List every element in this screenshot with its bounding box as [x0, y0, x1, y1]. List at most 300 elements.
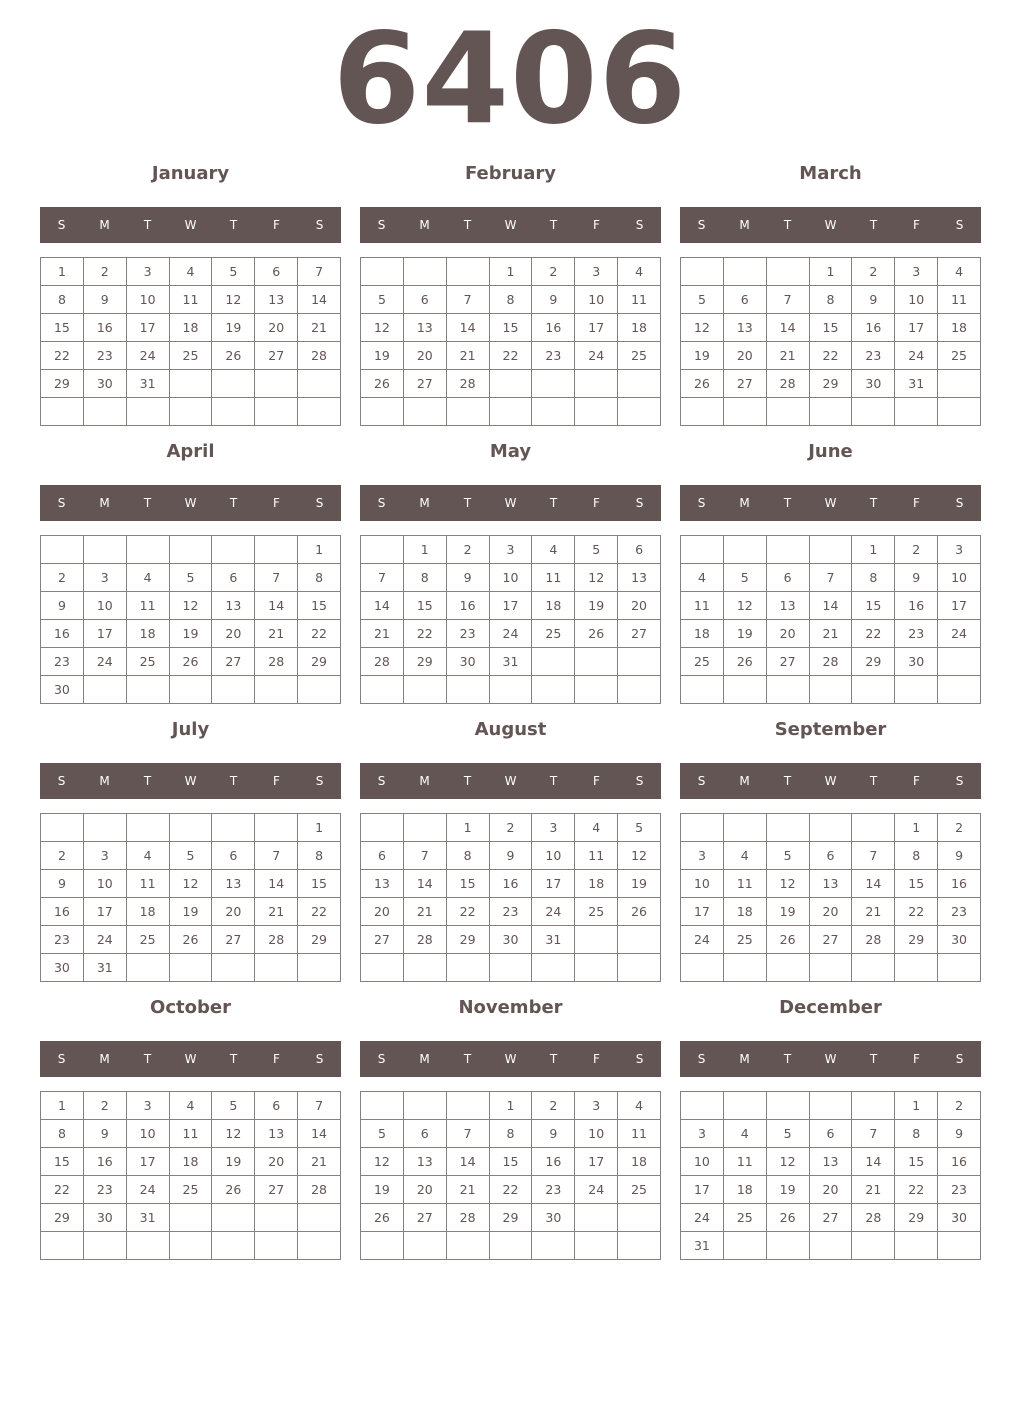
day-cell: 14 — [298, 1120, 341, 1148]
day-cell: 31 — [681, 1232, 724, 1260]
empty-cell — [938, 398, 981, 426]
day-cell: 13 — [404, 1148, 447, 1176]
weekday-label: W — [504, 774, 517, 788]
day-cell: 28 — [298, 342, 341, 370]
day-cell: 2 — [447, 536, 490, 564]
day-cell: 21 — [255, 898, 298, 926]
day-cell: 12 — [724, 592, 767, 620]
month-name: February — [464, 163, 557, 184]
day-cell: 24 — [84, 648, 127, 676]
empty-cell — [767, 954, 810, 982]
day-cell: 26 — [361, 370, 404, 398]
day-cell: 4 — [127, 564, 170, 592]
day-cell: 1 — [404, 536, 447, 564]
weekday-label: W — [184, 1052, 197, 1066]
day-cell: 8 — [895, 1120, 938, 1148]
weekday-label: M — [419, 1052, 430, 1066]
empty-cell — [532, 676, 575, 704]
empty-cell — [170, 536, 213, 564]
empty-cell — [41, 814, 84, 842]
day-cell: 17 — [532, 870, 575, 898]
day-cell: 11 — [127, 592, 170, 620]
day-cell: 24 — [681, 926, 724, 954]
weekday-label: T — [783, 1052, 792, 1066]
weekday-label: S — [697, 218, 706, 232]
day-cell: 25 — [618, 1176, 661, 1204]
day-cell: 5 — [170, 842, 213, 870]
weekday-label: S — [377, 218, 386, 232]
day-cell: 22 — [490, 1176, 533, 1204]
empty-cell — [84, 536, 127, 564]
empty-cell — [938, 676, 981, 704]
day-cell: 27 — [404, 370, 447, 398]
day-cell: 3 — [490, 536, 533, 564]
weekday-label: F — [273, 774, 280, 788]
empty-cell — [170, 1204, 213, 1232]
empty-cell — [852, 954, 895, 982]
empty-cell — [84, 398, 127, 426]
day-cell: 2 — [41, 842, 84, 870]
day-cell: 8 — [298, 564, 341, 592]
day-cell: 9 — [895, 564, 938, 592]
empty-cell — [575, 1232, 618, 1260]
day-cell: 28 — [255, 926, 298, 954]
weekday-label: T — [463, 774, 472, 788]
day-cell: 12 — [170, 592, 213, 620]
day-cell: 18 — [724, 1176, 767, 1204]
day-cell: 18 — [170, 1148, 213, 1176]
day-cell: 19 — [618, 870, 661, 898]
day-cell: 9 — [852, 286, 895, 314]
day-cell: 9 — [84, 286, 127, 314]
day-cell: 30 — [41, 676, 84, 704]
day-cell: 4 — [575, 814, 618, 842]
empty-cell — [575, 926, 618, 954]
day-cell: 10 — [127, 286, 170, 314]
weekday-label: S — [315, 774, 324, 788]
day-cell: 9 — [41, 870, 84, 898]
day-cell: 6 — [212, 842, 255, 870]
day-cell: 13 — [361, 870, 404, 898]
day-cell: 27 — [212, 648, 255, 676]
day-cell: 6 — [255, 258, 298, 286]
day-cell: 16 — [41, 898, 84, 926]
day-cell: 23 — [490, 898, 533, 926]
day-cell: 29 — [490, 1204, 533, 1232]
day-cell: 7 — [767, 286, 810, 314]
day-cell: 28 — [810, 648, 853, 676]
weekday-label: S — [57, 218, 66, 232]
day-cell: 12 — [575, 564, 618, 592]
weekday-label: M — [739, 1052, 750, 1066]
day-cell: 1 — [490, 1092, 533, 1120]
day-cell: 10 — [681, 1148, 724, 1176]
day-cell: 27 — [404, 1204, 447, 1232]
empty-cell — [298, 1232, 341, 1260]
weekday-label: T — [783, 774, 792, 788]
weekday-header — [40, 763, 341, 799]
day-cell: 17 — [681, 898, 724, 926]
day-cell: 15 — [41, 314, 84, 342]
day-cell: 26 — [170, 648, 213, 676]
day-cell: 28 — [852, 926, 895, 954]
month-name: August — [474, 719, 547, 740]
weekday-label: W — [824, 496, 837, 510]
empty-cell — [361, 398, 404, 426]
day-cell: 16 — [938, 1148, 981, 1176]
empty-cell — [852, 398, 895, 426]
day-cell: 19 — [212, 1148, 255, 1176]
day-cell: 8 — [447, 842, 490, 870]
day-cell: 18 — [724, 898, 767, 926]
weekday-label: T — [463, 1052, 472, 1066]
empty-cell — [255, 676, 298, 704]
weekday-label: S — [57, 1052, 66, 1066]
day-cell: 25 — [127, 648, 170, 676]
day-cell: 3 — [84, 564, 127, 592]
day-cell: 10 — [938, 564, 981, 592]
empty-cell — [127, 1232, 170, 1260]
day-cell: 11 — [170, 1120, 213, 1148]
day-cell: 3 — [84, 842, 127, 870]
empty-cell — [810, 398, 853, 426]
empty-cell — [767, 676, 810, 704]
day-cell: 19 — [170, 898, 213, 926]
weekday-label: S — [697, 1052, 706, 1066]
day-cell: 8 — [895, 842, 938, 870]
day-cell: 7 — [447, 1120, 490, 1148]
day-cell: 5 — [767, 842, 810, 870]
day-cell: 18 — [938, 314, 981, 342]
month-name: November — [458, 997, 563, 1018]
day-cell: 16 — [41, 620, 84, 648]
day-cell: 20 — [404, 342, 447, 370]
weekday-label: T — [143, 496, 152, 510]
empty-cell — [255, 1204, 298, 1232]
day-cell: 27 — [255, 342, 298, 370]
empty-cell — [404, 398, 447, 426]
empty-cell — [767, 1092, 810, 1120]
day-cell: 23 — [41, 926, 84, 954]
month-name: September — [774, 719, 887, 740]
empty-cell — [724, 536, 767, 564]
day-cell: 4 — [681, 564, 724, 592]
day-cell: 25 — [938, 342, 981, 370]
day-cell: 14 — [298, 286, 341, 314]
weekday-label: M — [419, 218, 430, 232]
day-cell: 26 — [212, 1176, 255, 1204]
empty-cell — [404, 1092, 447, 1120]
empty-cell — [212, 1204, 255, 1232]
day-cell: 25 — [532, 620, 575, 648]
empty-cell — [618, 1232, 661, 1260]
day-cell: 5 — [575, 536, 618, 564]
weekday-label: S — [955, 218, 964, 232]
day-cell: 17 — [84, 898, 127, 926]
weekday-label: S — [697, 496, 706, 510]
day-grid — [40, 1091, 341, 1260]
empty-cell — [490, 1232, 533, 1260]
day-cell: 17 — [84, 620, 127, 648]
day-cell: 20 — [810, 1176, 853, 1204]
weekday-label: S — [57, 496, 66, 510]
day-grid — [360, 813, 661, 982]
empty-cell — [447, 954, 490, 982]
day-cell: 10 — [84, 870, 127, 898]
empty-cell — [170, 1232, 213, 1260]
empty-cell — [575, 370, 618, 398]
empty-cell — [170, 398, 213, 426]
day-cell: 1 — [447, 814, 490, 842]
day-cell: 1 — [298, 536, 341, 564]
day-cell: 24 — [127, 342, 170, 370]
day-cell: 28 — [255, 648, 298, 676]
day-cell: 3 — [938, 536, 981, 564]
day-cell: 25 — [170, 342, 213, 370]
empty-cell — [810, 536, 853, 564]
day-cell: 9 — [41, 592, 84, 620]
weekday-label: S — [315, 1052, 324, 1066]
weekday-label: T — [549, 1052, 558, 1066]
day-cell: 22 — [404, 620, 447, 648]
empty-cell — [618, 648, 661, 676]
weekday-label: T — [549, 218, 558, 232]
day-cell: 22 — [41, 1176, 84, 1204]
day-cell: 21 — [255, 620, 298, 648]
day-cell: 3 — [681, 1120, 724, 1148]
month-name: January — [151, 163, 230, 184]
day-cell: 14 — [852, 1148, 895, 1176]
day-cell: 5 — [212, 258, 255, 286]
empty-cell — [767, 258, 810, 286]
empty-cell — [938, 370, 981, 398]
weekday-label: M — [419, 496, 430, 510]
empty-cell — [575, 1204, 618, 1232]
day-cell: 29 — [41, 1204, 84, 1232]
empty-cell — [618, 1204, 661, 1232]
empty-cell — [298, 398, 341, 426]
day-cell: 10 — [681, 870, 724, 898]
day-cell: 20 — [361, 898, 404, 926]
day-cell: 11 — [170, 286, 213, 314]
empty-cell — [618, 370, 661, 398]
day-cell: 9 — [532, 1120, 575, 1148]
weekday-label: T — [549, 496, 558, 510]
day-cell: 28 — [767, 370, 810, 398]
day-cell: 15 — [490, 1148, 533, 1176]
weekday-label: M — [99, 496, 110, 510]
year-title: 6406 — [332, 5, 688, 152]
day-cell: 15 — [810, 314, 853, 342]
day-cell: 3 — [895, 258, 938, 286]
day-cell: 10 — [575, 1120, 618, 1148]
empty-cell — [810, 1232, 853, 1260]
empty-cell — [938, 954, 981, 982]
day-grid — [680, 813, 981, 982]
day-cell: 26 — [767, 1204, 810, 1232]
empty-cell — [212, 398, 255, 426]
empty-cell — [575, 676, 618, 704]
day-cell: 16 — [852, 314, 895, 342]
day-cell: 24 — [681, 1204, 724, 1232]
empty-cell — [532, 370, 575, 398]
weekday-label: T — [783, 218, 792, 232]
empty-cell — [681, 536, 724, 564]
day-grid — [360, 257, 661, 426]
day-cell: 5 — [212, 1092, 255, 1120]
day-cell: 2 — [938, 814, 981, 842]
empty-cell — [212, 1232, 255, 1260]
day-cell: 23 — [895, 620, 938, 648]
weekday-label: S — [955, 1052, 964, 1066]
empty-cell — [810, 1092, 853, 1120]
empty-cell — [532, 398, 575, 426]
empty-cell — [767, 536, 810, 564]
day-cell: 18 — [618, 314, 661, 342]
empty-cell — [618, 398, 661, 426]
day-cell: 29 — [41, 370, 84, 398]
day-cell: 1 — [490, 258, 533, 286]
day-cell: 26 — [618, 898, 661, 926]
day-cell: 19 — [361, 342, 404, 370]
day-cell: 17 — [490, 592, 533, 620]
weekday-label: T — [869, 218, 878, 232]
day-cell: 22 — [852, 620, 895, 648]
day-cell: 22 — [490, 342, 533, 370]
empty-cell — [361, 536, 404, 564]
day-cell: 3 — [575, 1092, 618, 1120]
day-cell: 29 — [404, 648, 447, 676]
day-cell: 27 — [255, 1176, 298, 1204]
day-cell: 25 — [575, 898, 618, 926]
day-cell: 16 — [895, 592, 938, 620]
empty-cell — [532, 1232, 575, 1260]
day-cell: 23 — [84, 342, 127, 370]
empty-cell — [127, 536, 170, 564]
weekday-label: T — [463, 218, 472, 232]
day-cell: 11 — [127, 870, 170, 898]
day-cell: 2 — [895, 536, 938, 564]
day-cell: 7 — [255, 564, 298, 592]
empty-cell — [681, 676, 724, 704]
weekday-label: S — [315, 218, 324, 232]
day-cell: 12 — [361, 1148, 404, 1176]
day-cell: 29 — [298, 926, 341, 954]
empty-cell — [361, 814, 404, 842]
empty-cell — [298, 954, 341, 982]
day-cell: 29 — [895, 926, 938, 954]
weekday-label: M — [739, 496, 750, 510]
day-cell: 11 — [532, 564, 575, 592]
day-cell: 11 — [724, 870, 767, 898]
day-cell: 2 — [41, 564, 84, 592]
day-cell: 31 — [127, 370, 170, 398]
month-name: July — [171, 719, 210, 740]
day-cell: 25 — [170, 1176, 213, 1204]
weekday-label: W — [504, 218, 517, 232]
weekday-label: F — [913, 1052, 920, 1066]
day-cell: 13 — [810, 1148, 853, 1176]
day-cell: 12 — [681, 314, 724, 342]
empty-cell — [212, 676, 255, 704]
day-cell: 20 — [212, 898, 255, 926]
day-cell: 29 — [298, 648, 341, 676]
day-cell: 18 — [532, 592, 575, 620]
day-cell: 21 — [404, 898, 447, 926]
day-cell: 17 — [681, 1176, 724, 1204]
day-cell: 13 — [810, 870, 853, 898]
day-cell: 24 — [490, 620, 533, 648]
empty-cell — [681, 1092, 724, 1120]
empty-cell — [938, 1232, 981, 1260]
day-cell: 7 — [810, 564, 853, 592]
weekday-label: S — [635, 218, 644, 232]
day-cell: 13 — [404, 314, 447, 342]
day-cell: 18 — [575, 870, 618, 898]
day-cell: 11 — [618, 286, 661, 314]
weekday-label: W — [824, 1052, 837, 1066]
day-cell: 30 — [490, 926, 533, 954]
day-cell: 16 — [532, 1148, 575, 1176]
empty-cell — [895, 954, 938, 982]
empty-cell — [490, 676, 533, 704]
day-cell: 30 — [938, 1204, 981, 1232]
day-cell: 8 — [298, 842, 341, 870]
empty-cell — [810, 676, 853, 704]
day-cell: 22 — [810, 342, 853, 370]
day-cell: 20 — [767, 620, 810, 648]
weekday-label: F — [273, 218, 280, 232]
day-cell: 5 — [361, 286, 404, 314]
day-cell: 21 — [298, 314, 341, 342]
weekday-label: S — [377, 1052, 386, 1066]
day-cell: 18 — [170, 314, 213, 342]
empty-cell — [255, 370, 298, 398]
day-cell: 26 — [361, 1204, 404, 1232]
weekday-header — [680, 1041, 981, 1077]
weekday-label: T — [229, 496, 238, 510]
day-cell: 15 — [895, 1148, 938, 1176]
day-cell: 14 — [767, 314, 810, 342]
day-cell: 14 — [404, 870, 447, 898]
day-cell: 9 — [938, 842, 981, 870]
weekday-label: T — [869, 1052, 878, 1066]
day-cell: 7 — [298, 1092, 341, 1120]
day-grid — [40, 257, 341, 426]
day-cell: 27 — [361, 926, 404, 954]
weekday-label: F — [273, 496, 280, 510]
day-cell: 31 — [895, 370, 938, 398]
day-cell: 26 — [767, 926, 810, 954]
day-cell: 10 — [84, 592, 127, 620]
weekday-label: F — [273, 1052, 280, 1066]
empty-cell — [767, 398, 810, 426]
empty-cell — [852, 814, 895, 842]
empty-cell — [447, 1232, 490, 1260]
weekday-label: T — [549, 774, 558, 788]
day-cell: 6 — [810, 842, 853, 870]
weekday-label: T — [869, 496, 878, 510]
day-cell: 6 — [212, 564, 255, 592]
day-grid — [360, 535, 661, 704]
day-cell: 23 — [447, 620, 490, 648]
day-cell: 17 — [895, 314, 938, 342]
weekday-label: W — [184, 774, 197, 788]
day-cell: 6 — [724, 286, 767, 314]
day-cell: 13 — [618, 564, 661, 592]
day-cell: 27 — [810, 1204, 853, 1232]
day-cell: 31 — [84, 954, 127, 982]
